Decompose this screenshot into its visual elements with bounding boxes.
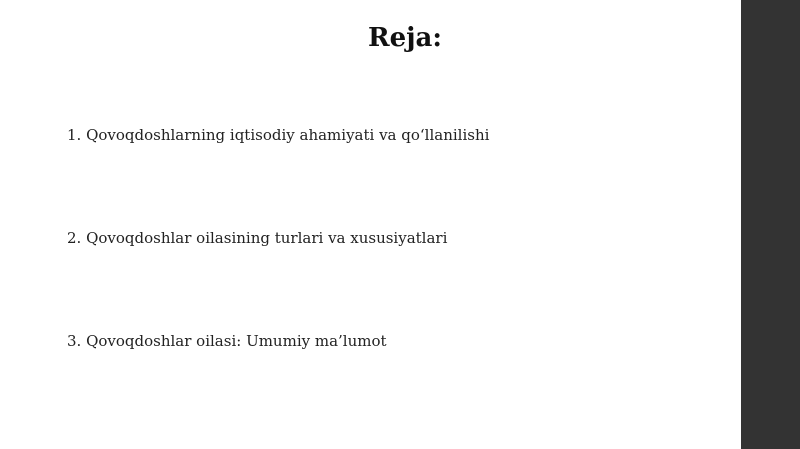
- plan-item-2: 2. Qovoqdoshlar oilasining turlari va xususiyatlari: [67, 229, 448, 247]
- plan-item-1: 1. Qovoqdoshlarning iqtisodiy ahamiyati va qo‘llanilishi: [67, 126, 490, 144]
- slide-title: Reja:: [367, 23, 442, 53]
- side-panel: [741, 0, 800, 449]
- plan-item-3: 3. Qovoqdoshlar oilasi: Umumiy ma’lumot: [67, 332, 387, 350]
